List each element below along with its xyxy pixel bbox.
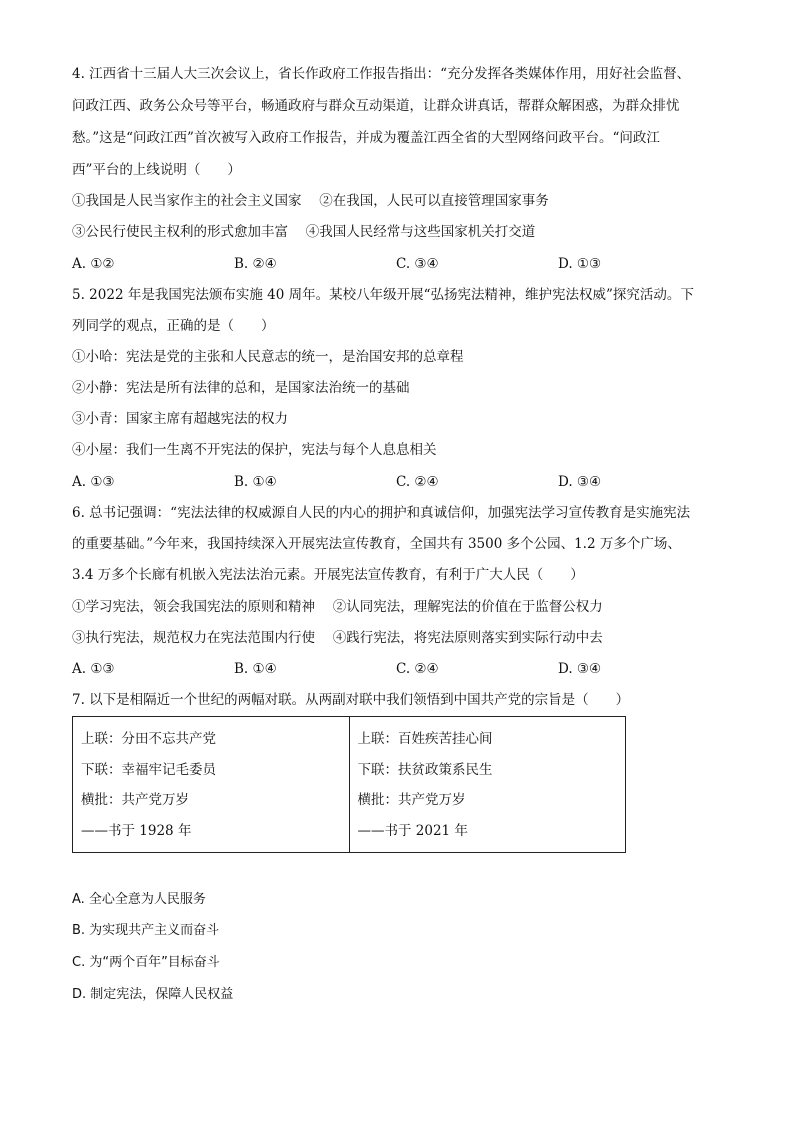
q7-option-c[interactable]: C. 为“两个百年”目标奋斗 — [72, 955, 220, 970]
couplet-left-cell — [73, 717, 350, 853]
q4-stem-line-2: 问政江西、政务公众号等平台，畅通政府与群众互动渠道，让群众讲真话，帮群众解困惑，为群众排忧 — [72, 98, 680, 114]
right-horizontal-scroll: 横批：共产党万岁 — [357, 792, 466, 809]
q6-stem-line-3: 3.4 万多个长廊有机嵌入宪法法治元素。开展宪法宣传教育，有利于广大人民（ ） — [72, 567, 584, 583]
q6-item-line-2: ③执行宪法，规范权力在宪法范围内行使 ④践行宪法，将宪法原则落实到实际行动中去 — [72, 630, 603, 646]
right-date-note: ——书于 2021 年 — [357, 822, 468, 839]
left-horizontal-scroll: 横批：共产党万岁 — [81, 792, 189, 809]
q4-option-a[interactable]: A. ①② — [72, 256, 115, 272]
q5-option-d[interactable]: D. ③④ — [558, 474, 602, 490]
q4-option-c[interactable]: C. ③④ — [396, 256, 439, 272]
left-date-note: ——书于 1928 年 — [81, 822, 192, 839]
q5-item-3: ③小青：国家主席有超越宪法的权力 — [72, 411, 288, 427]
q7-option-a[interactable]: A. 全心全意为人民服务 — [72, 892, 206, 907]
q7-option-b[interactable]: B. 为实现共产主义而奋斗 — [72, 923, 220, 938]
q4-option-b[interactable]: B. ②④ — [234, 256, 277, 272]
q5-item-1: ①小哈：宪法是党的主张和人民意志的统一，是治国安邦的总章程 — [72, 349, 464, 365]
q6-option-d[interactable]: D. ③④ — [558, 661, 602, 677]
right-upper-line: 上联：百姓疾苦挂心间 — [357, 731, 493, 747]
q4-stem-line-3: 愁。”这是“问政江西”首次被写入政府工作报告，并成为覆盖江西全省的大型网络问政平台。“问政江 — [72, 130, 660, 146]
q4-option-d[interactable]: D. ①③ — [558, 256, 602, 272]
q6-stem-line-1: 6. 总书记强调：“宪法法律的权威源自人民的内心的拥护和真诚信仰，加强宪法学习宣传教育是实施宪法 — [72, 505, 691, 521]
left-lower-line: 下联：幸福牢记毛委员 — [81, 761, 216, 778]
q4-item-line-1: ①我国是人民当家作主的社会主义国家 ②在我国，人民可以直接管理国家事务 — [72, 193, 549, 209]
q4-item-line-2: ③公民行使民主权利的形式愈加丰富 ④我国人民经常与这些国家机关打交道 — [72, 224, 536, 240]
q5-option-b[interactable]: B. ①④ — [234, 474, 277, 490]
left-upper-line: 上联：分田不忘共产党 — [81, 731, 216, 747]
couplet-right-cell — [349, 717, 626, 853]
q6-item-line-1: ①学习宪法，领会我国宪法的原则和精神 ②认同宪法，理解宪法的价值在于监督公权力 — [72, 599, 603, 615]
right-lower-line: 下联：扶贫政策系民生 — [357, 761, 493, 778]
q5-stem-line-2: 列同学的观点，正确的是（ ） — [72, 318, 275, 334]
q5-option-a[interactable]: A. ①③ — [72, 474, 115, 490]
q5-item-2: ②小静：宪法是所有法律的总和，是国家法治统一的基础 — [72, 380, 410, 396]
q5-option-c[interactable]: C. ②④ — [396, 474, 439, 490]
q6-option-a[interactable]: A. ①③ — [72, 661, 115, 677]
q7-option-d[interactable]: D. 制定宪法，保障人民权益 — [72, 987, 234, 1002]
q6-stem-line-2: 的重要基础。”今年来，我国持续深入开展宪法宣传教育，全国共有 3500 多个公园、1.2 万多个广场、 — [72, 536, 681, 552]
q5-stem-line-1: 5. 2022 年是我国宪法颁布实施 40 周年。某校八年级开展“弘扬宪法精神，维护宪法权威”探究活动。下 — [72, 287, 694, 303]
q6-option-b[interactable]: B. ①④ — [234, 661, 277, 677]
q7-stem: 7. 以下是相隔近一个世纪的两幅对联。从两副对联中我们领悟到中国共产党的宗旨是（ ） — [72, 692, 630, 708]
q4-stem-line-1: 4. 江西省十三届人大三次会议上，省长作政府工作报告指出：“充分发挥各类媒体作用，用好社会监督、 — [72, 66, 691, 82]
q4-stem-line-4: 西”平台的上线说明（ ） — [72, 162, 241, 178]
q6-option-c[interactable]: C. ②④ — [396, 661, 439, 677]
q5-item-4: ④小屋：我们一生离不开宪法的保护，宪法与每个人息息相关 — [72, 442, 437, 458]
couplet-table — [72, 716, 626, 853]
